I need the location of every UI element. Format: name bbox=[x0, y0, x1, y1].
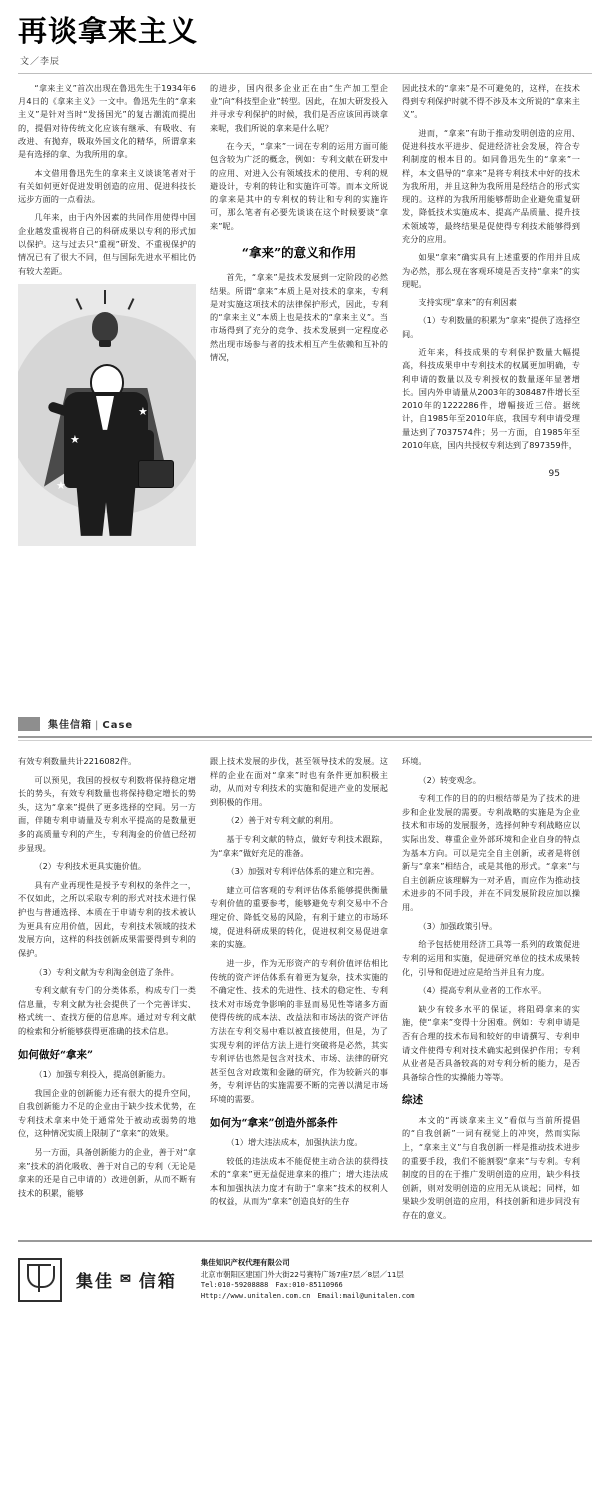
paragraph: 基于专利文献的特点，做好专利技术跟踪，为“拿来”做好充足的准备。 bbox=[210, 834, 388, 858]
paragraph: （2）善于对专利文献的利用。 bbox=[226, 815, 339, 826]
paragraph: 本文借用鲁迅先生的拿来主义谈谈笔者对于有关如何更好促进发明创造的应用、促进科技长远步方面的一点看法。 bbox=[18, 167, 196, 205]
header-label-en: Case bbox=[102, 720, 134, 731]
page-one-columns bbox=[0, 82, 610, 552]
idea-ray bbox=[76, 298, 83, 310]
envelope-icon: ✉ bbox=[120, 1272, 133, 1288]
footer-web-mail: Http://www.unitalen.com.cn Email:mail@unitalen.com bbox=[200, 1292, 415, 1301]
header-swatch-icon bbox=[18, 717, 40, 731]
footer-company: 集佳知识产权代理有限公司 bbox=[200, 1258, 290, 1268]
paragraph: 有效专利数量共计2216082件。 bbox=[18, 756, 137, 766]
logo-u-shape bbox=[27, 1266, 55, 1288]
column-2 bbox=[210, 82, 388, 552]
star-icon: ★ bbox=[138, 404, 148, 418]
paragraph: （4）提高专利从业者的工作水平。 bbox=[418, 985, 547, 996]
paragraph: 如果“拿来”确实具有上述重要的作用并且成为必然，那么现在客观环境是否支持“拿来”的实现呢。 bbox=[402, 252, 580, 289]
paragraph: 首先，“拿来”是技术发展到一定阶段的必然结果。所谓“拿来”本质上是对技术的拿来，专利是对实施这项技术的法律保护形式，因此，专利的“拿来主义”本质上也是技术的“拿来主义”。当市场得到了充分的竞争、技术发展到一定程度必然出现市场参与者的技术相互产生依赖和互补的情况， bbox=[210, 272, 388, 362]
paragraph: 近年来，科技成果的专利保护数量大幅提高，科技成果申中专利技术的权属更加明确，专利申请的数量以及专利授权的数量逐年显著增长。国内外申请量从2003年的308487件增长至2010年的1222286件，增幅接近三倍。据统计，自1985年至2010年底，我国专利申请受理量达到了7037574件；另一方面，自1985年至2010年底，国内共授权专利达到了897359件， bbox=[402, 346, 580, 450]
paragraph: 进一步，作为无形资产的专利价值评估相比传统的资产评估体系有着更为复杂，技术实施的不确定性、技术的先进性、技术的稳定性、专利技术对市场竞争影响的非显而易见性等诸多方面使得传统的成本法、改益法和市场法的资产评估方法在专利交易中难以被直接使用，但是，为了实现专利的评估方法上进行突破将是必然，其实专利评估也然是包含对技术、市场、法律的研究甚至包含对政策和金融的研究，作为较新兴的事务，专利评估的实施需要不断的完善以满足市场环境的需要。 bbox=[210, 957, 388, 1105]
star-icon: ★ bbox=[56, 478, 66, 492]
column-3 bbox=[402, 82, 580, 552]
paragraph: （1）专利数量的积累为“拿来”提供了选择空间。 bbox=[402, 315, 580, 339]
article-page-one bbox=[0, 0, 610, 700]
page-two-columns bbox=[0, 755, 610, 1228]
footer-brand bbox=[76, 1267, 177, 1292]
logo-stem bbox=[38, 1266, 40, 1292]
section-heading: “拿来”的意义和作用 bbox=[241, 244, 357, 260]
footer-contact-block bbox=[201, 1257, 415, 1302]
unitalen-logo-icon bbox=[18, 1258, 62, 1302]
paragraph: 的进步，国内很多企业正在由“生产加工型企业”向“科技型企业”转型。因此，在加大研发投入并寻求专利保护的时候，我们是否应该回再谈拿来呢，我们所说的拿来是什么呢？ bbox=[210, 82, 388, 133]
paragraph: 建立可信客观的专利评估体系能够提供衡量专利价值的重要参考，能够避免专利交易中不合理定价、降低交易的风险，有利于建立的市场环境，促进科研成果的转化，促进权利交易促进拿来的实施。 bbox=[210, 884, 388, 950]
paragraph: 环境。 bbox=[402, 756, 427, 766]
paragraph: （3）加强对专利评估体系的建立和完善。 bbox=[226, 866, 379, 877]
paragraph: 具有产业再现性是授予专利权的条件之一，不仅如此，之所以采取专利的形式对技术进行保护也与普通选择、本质在于申请专利的技术被认为更具有应用价值，因此，专利技术领域的技术发展方向，这样的科技创新成果需要得到专利的保护。 bbox=[18, 879, 196, 958]
footer-brand-cn: 集佳 bbox=[76, 1272, 114, 1293]
column-2 bbox=[210, 755, 388, 1228]
header-divider-thick bbox=[18, 736, 592, 738]
superhero-illustration bbox=[18, 284, 196, 546]
lightbulb-icon bbox=[92, 312, 118, 342]
paragraph: 专利文献有专门的分类体系，构成专门一类信息量，专利文献为社会提供了一个完善详实、格式统一、查找方便的信息库。通过对专利文献的检索和分析能够获得更准确的技术信息。 bbox=[18, 985, 196, 1036]
page-footer bbox=[18, 1240, 592, 1308]
figure-arm-right bbox=[142, 430, 154, 464]
sub-heading: 如何做好“拿来” bbox=[18, 1048, 94, 1061]
header-label bbox=[48, 716, 133, 731]
page-title: 再谈拿来主义 bbox=[18, 14, 199, 48]
idea-ray bbox=[104, 290, 106, 304]
header-label-cn: 集佳信箱 bbox=[48, 720, 92, 731]
sub-heading: 如何为“拿来”创造外部条件 bbox=[210, 1116, 338, 1129]
paragraph: 支持实现“拿来”的有利因素 bbox=[418, 297, 517, 308]
header-separator: | bbox=[95, 720, 100, 731]
paragraph: （2）转变观念。 bbox=[418, 774, 481, 785]
paragraph: 因此技术的“拿来”是不可避免的，这样，在技术得到专利保护时就不得不涉及本文所说的“拿来主义”。 bbox=[402, 82, 580, 120]
paragraph: 在今天，“拿来”一词在专利的运用方面可能包含较为广泛的概念，例如：专利文献在研发中的应用、对进入公有领域技术的使用、专利的规避设计，专利的转让和实施许可等。而本文所说的拿来是其中的专利权的转让和专利的实施许可，那么笔者有必要先谈谈在这个时候要谈“拿来”呢。 bbox=[210, 141, 388, 231]
paragraph: （3）专利文献为专利淘金创造了条件。 bbox=[34, 966, 179, 977]
paragraph: 几年来，由于内外因素的共同作用使得中国企业越发重视将自己的科研成果以专利的形式加以保护。这与过去只“重视”研发、不重视保护的情况已有了很大不同，但与国际先进水平相比仍有较大差距。 bbox=[18, 212, 196, 276]
section-header bbox=[0, 700, 610, 731]
star-icon: ★ bbox=[70, 432, 80, 446]
article-page-two bbox=[0, 700, 610, 1316]
footer-tel-fax: Tel:010-59208888 Fax:010-85110966 bbox=[200, 1281, 343, 1290]
paragraph: （1）增大违法成本，加强执法力度。 bbox=[226, 1137, 363, 1148]
paragraph: “拿来主义”首次出现在鲁迅先生于1934年6月4日的《拿来主义》一文中。鲁迅先生的“拿来主义”是针对当时“发扬国光”的复古潮流而提出的，提倡对待传统文化应该有继承、有吸收、有改进、有抛弃，吸取外国文化的精华，所谓拿来是有选择的拿、为我所用的拿。 bbox=[18, 82, 196, 160]
paragraph: 我国企业的创新能力还有很大的提升空间，自我创新能力不足的企业由于缺少技术优势，在专利技术拿来中处于通常处于被动或弱势的地位，这种情况实质上限制了“拿来”的效果。 bbox=[18, 1087, 196, 1139]
paragraph: 较低的违法成本不能促使主动合法的获得技术的“拿来”更无益促进拿来的推广；增大违法成本和加强执法力度才有助于“拿来”技术的权利人的权益，从而为“拿来”创造良好的生存 bbox=[210, 1155, 388, 1207]
paragraph: 另一方面，具备创新能力的企业，善于对“拿来”技术的消化吸收、善于对自己的专利（无论是拿来的还是自己申请的）改进创新，从而不断有技术的积累，能够 bbox=[18, 1147, 196, 1198]
paragraph: （1）加强专利投入，提高创新能力。 bbox=[34, 1069, 171, 1079]
paragraph: 跟上技术发展的步伐，甚至领导技术的发展。这样的企业在面对“拿来”时也有条件更加积极主动，从而对专利技术的实施和促进产业的发展起到积极的作用。 bbox=[210, 756, 388, 807]
lightbulb-base bbox=[99, 340, 111, 347]
idea-ray bbox=[128, 298, 135, 310]
paragraph: 进而，“拿来”有助于推动发明创造的应用、促进科技水平进步、促进经济社会发展，符合专利制度的根本目的。如同鲁迅先生的“拿来”一样，本文倡导的“拿来”是将专利技术中好的技术为我所用，并且这种为我所用是经结合的形式实现的。这样的为我所用能够帮助企业避免重复研发，降低技术实施成本、提高产品质量、提升技术领域等，最终结果是促使得专利技术能够得到充分的应用。 bbox=[402, 127, 580, 244]
title-divider bbox=[18, 73, 592, 74]
paragraph: （2）专利技术更具实施价值。 bbox=[34, 861, 147, 872]
footer-brand-cn2: 信箱 bbox=[138, 1272, 177, 1293]
footer-address: 北京市朝阳区建国门外大街22号赛特广场7座7层／8层／11层 bbox=[200, 1269, 404, 1279]
briefcase-icon bbox=[138, 460, 174, 488]
column-3 bbox=[402, 755, 580, 1228]
sub-heading: 综述 bbox=[402, 1094, 423, 1107]
column-1 bbox=[18, 82, 196, 552]
paragraph: 可以预见，我国的授权专利数将保持稳定增长的势头，有效专利数量也将保持稳定增长的势头，这为“拿来”提供了更多选择的空间。另一方面，伴随专利申请量及专利水平提高的是数量更多的高质量专利的产生，专利淘金的价值已经初步显现。 bbox=[18, 774, 196, 853]
paragraph: 给予包括使用经济工具等一系列的政策促进专利的运用和实施，促进研究单位的技术成果转化，引导和促进过应是给当并且有力度。 bbox=[402, 939, 580, 977]
byline: 文／李辰 bbox=[20, 56, 61, 67]
paragraph: （3）加强政策引导。 bbox=[418, 920, 498, 931]
paragraph: 专利工作的目的的归根结蒂是为了技术的进步和企业发展的需要。专利战略的实施是为企业技术和市场的发展服务，选择何种专利战略应以实际出发、尊重企业外部环境和企业自身的特点为基本方向。可以是完全自主创新，或者是将创新与“拿来”相结合，或是其他的形式。“拿来”与自主创新应该理解为一对矛盾，而应作为推动技术进步的不同手段，并在不同发展阶段应加以操用。 bbox=[402, 793, 580, 913]
page-number: 95 bbox=[548, 469, 560, 480]
paragraph: 缺少有较多水平的保证，将阻碍拿来的实施，使“拿来”变得十分困难。例如：专利申请是否有合理的技术布局和较好的申请撰写、专利申请文件使得专利对技术确实起到保护作用；专利从业者是否具备较高的对专利分析的能力，是否具备综合性的实操能力等等。 bbox=[402, 1003, 580, 1082]
paragraph: 本文的“再谈拿来主义”看似与当前所提倡的“自我创新”一词有视觉上的冲突，然而实际上，“拿来主义”与自我创新一样是推动技术进步的重要手段，我们不能割裂“拿来”与专利。专利制度的目的在于推广发明创造的应用，缺少科技创新，则对发明创造的应用无从谈起；同样，如果缺少发明创造的应用，科技创新和进步同没有存在的意义。 bbox=[402, 1114, 580, 1221]
column-1 bbox=[18, 755, 196, 1228]
header-divider-thin bbox=[18, 740, 592, 741]
